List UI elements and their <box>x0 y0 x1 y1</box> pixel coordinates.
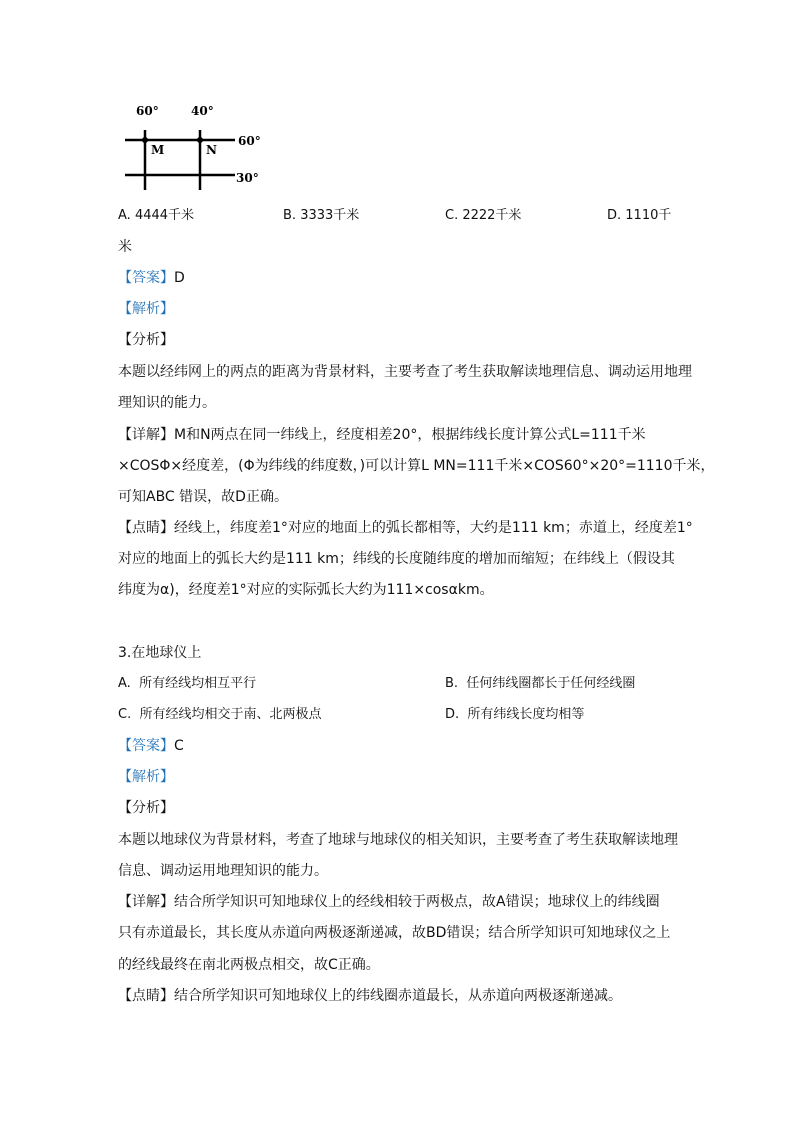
lat-top-label: 60° <box>238 134 261 148</box>
dianjing-text: 经线上，纬度差1°对应的地面上的弧长都相等，大约是111 km；赤道上，经度差1° <box>174 520 693 536</box>
option-text: 所有经线均相互平行 <box>139 676 257 691</box>
option-text: 3333千米 <box>300 208 360 223</box>
point-m-label: M <box>151 143 165 157</box>
option-text: 所有经线均相交于南、北两极点 <box>139 707 322 722</box>
q3-option-a[interactable] <box>118 674 256 694</box>
lon-right-label: 40° <box>191 104 214 118</box>
q2-answer <box>118 268 185 288</box>
q3-detail-first <box>118 892 660 912</box>
option-letter: C. <box>118 707 132 722</box>
dianjing-text: 结合所学知识可知地球仪上的纬线圈赤道最长，从赤道向两极逐渐递减。 <box>174 988 622 1004</box>
q3-fenxi-line-2: 信息、调动运用地理知识的能力。 <box>118 863 328 879</box>
q2-option-b[interactable] <box>283 206 359 226</box>
answer-value: C <box>174 738 184 754</box>
q2-detail-first <box>118 425 646 445</box>
q2-fenxi-tag: 【分析】 <box>118 332 174 348</box>
option-letter: A. <box>118 676 131 691</box>
q3-detail-line-2: 只有赤道最长，其长度从赤道向两极逐渐递减，故BD错误；结合所学知识可知地球仪之上 <box>118 925 671 941</box>
option-letter: D. <box>445 707 460 722</box>
q3-analysis-tag: 【解析】 <box>118 769 174 785</box>
answer-tag: 【答案】 <box>118 270 174 286</box>
point-m-dot <box>142 137 148 143</box>
q3-option-c[interactable] <box>118 705 322 725</box>
point-n-dot <box>197 137 203 143</box>
dianjing-tag: 【点睛】 <box>118 988 174 1004</box>
detail-text: 结合所学知识可知地球仪上的经线相较于两极点，故A错误；地球仪上的纬线圈 <box>174 894 660 910</box>
option-text: 任何纬线圈都长于任何经线圈 <box>466 676 636 691</box>
q3-option-b[interactable] <box>445 674 635 694</box>
q2-option-d-wrap: 米 <box>118 239 132 255</box>
q2-dianjing-line-2: 对应的地面上的弧长大约是111 km；纬线的长度随纬度的增加而缩短；在纬线上（假设其 <box>118 551 675 567</box>
option-text: 所有纬线长度均相等 <box>467 707 585 722</box>
dianjing-tag: 【点睛】 <box>118 520 174 536</box>
q3-dianjing-first <box>118 986 622 1006</box>
q2-analysis-tag: 【解析】 <box>118 301 174 317</box>
option-letter: B. <box>445 676 459 691</box>
q2-fenxi-line-2: 理知识的能力。 <box>118 395 216 411</box>
q3-fenxi-tag: 【分析】 <box>118 800 174 816</box>
answer-tag: 【答案】 <box>118 738 174 754</box>
q2-option-d[interactable] <box>607 206 671 226</box>
option-letter: C. <box>445 208 463 223</box>
option-letter: A. <box>118 208 135 223</box>
q2-option-c[interactable] <box>445 206 521 226</box>
q3-fenxi-line-1: 本题以地球仪为背景材料，考查了地球与地球仪的相关知识，主要考查了考生获取解读地理 <box>118 832 678 848</box>
q3-option-d[interactable] <box>445 705 584 725</box>
option-text: 2222千米 <box>462 208 522 223</box>
option-letter: B. <box>283 208 301 223</box>
option-text: 1110千 <box>625 208 672 223</box>
answer-value: D <box>174 270 185 286</box>
q2-fenxi-line-1: 本题以经纬网上的两点的距离为背景材料，主要考查了考生获取解读地理信息、调动运用地理 <box>118 364 692 380</box>
q3-question: 3.在地球仪上 <box>118 645 202 661</box>
option-text: 4444千米 <box>134 208 195 223</box>
q2-dianjing-line-3: 纬度为α)，经度差1°对应的实际弧长大约为111×cosαkm。 <box>118 582 494 598</box>
q2-detail-line-3: 可知ABC 错误，故D正确。 <box>118 489 288 505</box>
point-n-label: N <box>206 143 217 157</box>
q2-option-a[interactable] <box>118 206 194 226</box>
detail-tag: 【详解】 <box>118 427 174 443</box>
q2-detail-line-2: ×COSΦ×经度差，(Φ为纬线的纬度数，)可以计算L MN=111千米×COS60°×20°=1110千米， <box>118 458 715 474</box>
lon-left-label: 60° <box>136 104 159 118</box>
detail-text: M和N两点在同一纬线上，经度相差20°，根据纬线长度计算公式L=111千米 <box>174 427 646 443</box>
q3-detail-line-3: 的经线最终在南北两极点相交，故C正确。 <box>118 957 380 973</box>
detail-tag: 【详解】 <box>118 894 174 910</box>
q2-dianjing-first <box>118 518 693 538</box>
lat-bottom-label: 30° <box>236 171 259 185</box>
option-letter: D. <box>607 208 626 223</box>
lat-lon-grid-figure <box>118 100 278 196</box>
q3-answer <box>118 736 184 756</box>
